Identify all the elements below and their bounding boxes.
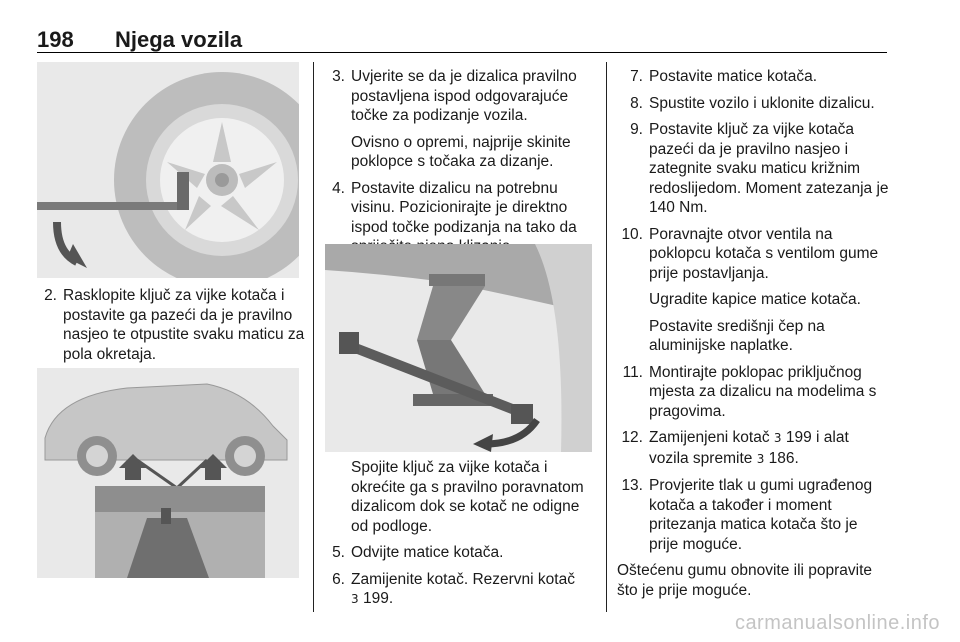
step-number: 9. bbox=[630, 121, 643, 138]
step-text: Postavite matice kotača. bbox=[649, 68, 817, 85]
column-2 bbox=[325, 67, 595, 257]
page-header bbox=[37, 27, 887, 53]
step-number: 5. bbox=[332, 544, 345, 561]
closing-paragraph: Oštećenu gumu obnovite ili popravite što je prije moguće. bbox=[617, 562, 873, 599]
step-3 bbox=[325, 67, 595, 126]
page-reference-icon: 3 bbox=[773, 431, 782, 445]
column-1 bbox=[37, 286, 305, 364]
step-number: 13. bbox=[621, 477, 643, 494]
step-number: 3. bbox=[332, 68, 345, 85]
step-text: Odvijte matice kotača. bbox=[351, 544, 504, 561]
step-6 bbox=[325, 570, 595, 610]
column-3 bbox=[617, 67, 889, 600]
step-10 bbox=[617, 225, 889, 284]
step-9 bbox=[617, 120, 889, 218]
step-text: Rasklopite ključ za vijke kotača i postavite ga pazeći da je pravilno nasjeo te otpustite svaku maticu za pola okretaja. bbox=[63, 287, 305, 363]
column-divider-1 bbox=[313, 62, 314, 612]
step-4-note: Spojite ključ za vijke kotača i okrećite ga s pravilno poravnatom dizalicom dok se kotač ne odigne od podloge. bbox=[351, 459, 584, 535]
step-6-text: Zamijenite kotač. Rezervni kotač bbox=[351, 570, 575, 588]
car-jack-points-illustration bbox=[37, 368, 299, 578]
scissor-jack-illustration bbox=[325, 244, 592, 452]
step-6-reference[interactable]: 199. bbox=[362, 590, 394, 607]
page-reference-icon: 3 bbox=[756, 451, 765, 466]
step-8 bbox=[617, 94, 889, 114]
step-12-text-b[interactable]: 199 i alat vozila spremite bbox=[649, 429, 849, 467]
step-11 bbox=[617, 363, 889, 422]
step-text: Poravnajte otvor ventila na poklopcu kotača s ventilom gume prije postavljanja. bbox=[649, 225, 879, 282]
step-number: 4. bbox=[332, 179, 345, 197]
column-2-lower bbox=[325, 458, 595, 610]
step-2 bbox=[37, 286, 305, 364]
step-text: Spustite vozilo i uklonite dizalicu. bbox=[649, 94, 875, 112]
watermark: carmanualsonline.info bbox=[734, 612, 940, 634]
step-number: 12. bbox=[621, 429, 643, 446]
step-13 bbox=[617, 476, 889, 554]
step-10-note-1: Ugradite kapice matice kotača. bbox=[649, 291, 861, 308]
step-12 bbox=[617, 428, 889, 469]
step-text: Uvjerite se da je dizalica pravilno postavljena ispod odgovarajuće točke za podizanje vozila. bbox=[351, 68, 577, 124]
step-10-note-2: Postavite središnji čep na aluminijske naplatke. bbox=[649, 317, 825, 354]
step-number: 6. bbox=[332, 570, 345, 588]
step-text: Provjerite tlak u gumi ugrađenog kotača a također i moment pritezanja matica kotača što je prije moguće. bbox=[649, 477, 873, 553]
page-number: 198 bbox=[37, 27, 74, 52]
column-divider-2 bbox=[606, 62, 607, 612]
header-rule bbox=[37, 52, 887, 53]
step-number: 2. bbox=[44, 287, 57, 304]
step-number: 10. bbox=[621, 225, 643, 243]
step-12-text-c[interactable]: 186. bbox=[768, 449, 799, 467]
step-number: 7. bbox=[630, 68, 643, 85]
step-5 bbox=[325, 543, 595, 563]
step-text bbox=[649, 428, 889, 469]
step-text: Montirajte poklopac priključnog mjesta za dizalicu na modelima s pragovima. bbox=[649, 363, 877, 420]
step-7 bbox=[617, 67, 889, 87]
step-3-note: Ovisno o opremi, najprije skinite poklopce s točaka za dizanje. bbox=[351, 133, 571, 170]
step-text: Postavite ključ za vijke kotača pazeći da je pravilno nasjeo i zategnite svaku maticu križnim redoslijedom. Moment zatezanja je 140 Nm. bbox=[649, 121, 889, 216]
step-text bbox=[351, 570, 595, 610]
page-reference-icon: 3 bbox=[351, 592, 359, 606]
step-number: 11. bbox=[622, 363, 643, 381]
step-number: 8. bbox=[630, 94, 643, 112]
step-12-text-a: Zamijenjeni kotač bbox=[649, 429, 770, 446]
step-text: Postavite dizalicu na potrebnu visinu. Pozicionirajte je direktno ispod točke podizanja na tako da bbox=[351, 179, 577, 236]
section-title: Njega vozila bbox=[115, 27, 243, 52]
wheel-wrench-illustration bbox=[37, 62, 299, 278]
